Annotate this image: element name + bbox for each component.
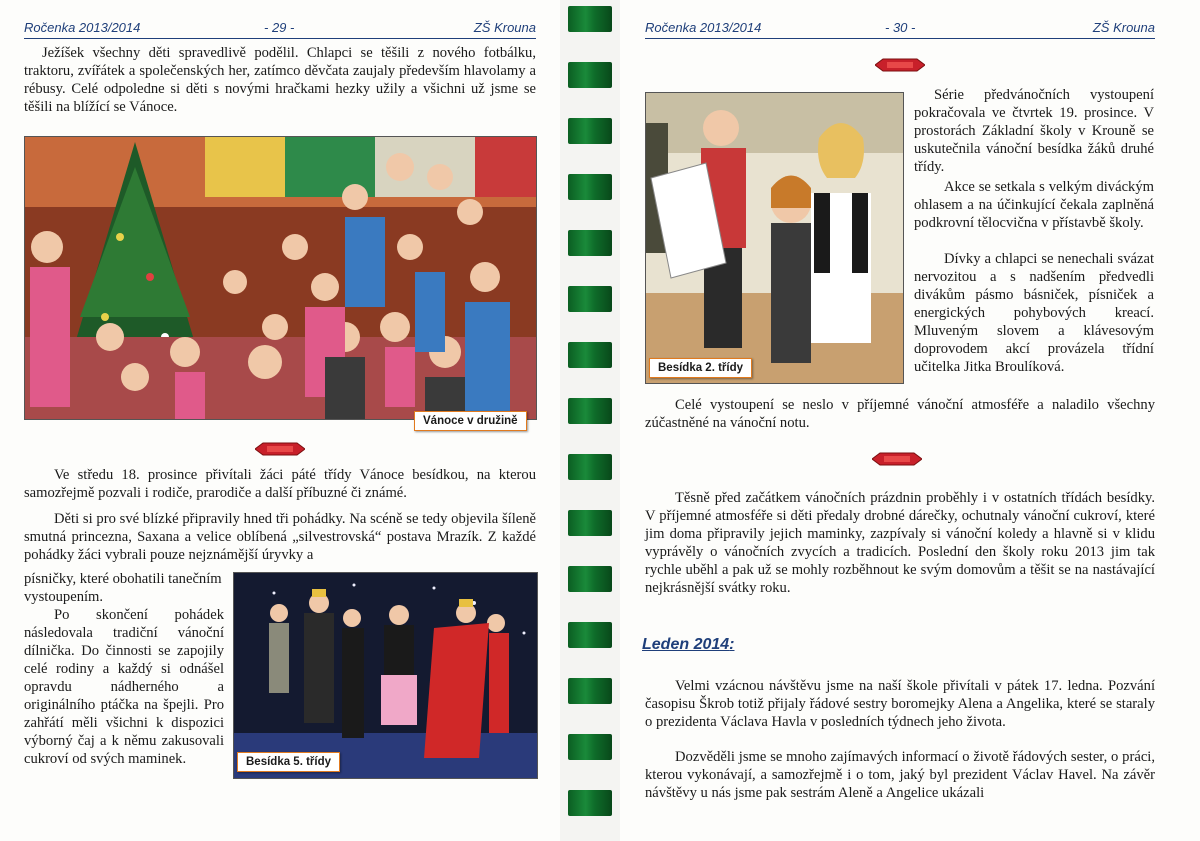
photo-christmas-group-image: [25, 137, 536, 419]
photo-2nd-grade-show: [645, 92, 904, 384]
binding-ring: [568, 6, 612, 32]
paragraph: Ježíšek všechny děti spravedlivě podělil. Chlapci se těšili z nového fotbálku, traktoru, zvířátek a společenských her, zatímco děvčata zaujaly především hlavolamy a rébusy. Celé odpoledne si děti s novými hračkami hezky užily a všichni už jsme se těšili na blížící se Vánoce.: [24, 45, 536, 115]
binding-ring: [568, 510, 612, 536]
binding-ring: [568, 342, 612, 368]
ornament-divider: [255, 442, 305, 456]
ornament-divider: [875, 58, 925, 72]
binding-ring: [568, 734, 612, 760]
binding-ring: [568, 174, 612, 200]
section-heading-colon: :: [729, 636, 735, 653]
binding-ring: [568, 398, 612, 424]
paragraph: Po skončení pohádek následovala tradiční vánoční dílnička. Do činnosti se zapojily celé rodiny a každý si odnášel opravdu nádherného a originálního ptáčka na špejli. Pro zahřátí měli všichni k dispozici výborný čaj a k němu zakusovali cukroví od svých maminek.: [24, 607, 224, 767]
yearbook-title: Ročenka 2013/2014: [645, 20, 762, 35]
paragraph: Celé vystoupení se neslo v příjemné vánoční atmosféře a naladilo všechny zúčastněné na vánoční notu.: [645, 397, 1155, 431]
page-number: - 30 -: [885, 20, 916, 35]
paragraph: písničky, které obohatili tanečním vystoupením.: [24, 571, 222, 605]
binding-ring: [568, 62, 612, 88]
photo-2nd-grade-show-image: [646, 93, 903, 383]
section-heading: [642, 636, 734, 654]
binding-ring: [568, 678, 612, 704]
right-page-header: [645, 16, 1155, 39]
school-name: ZŠ Krouna: [473, 20, 536, 35]
paragraph: Ve středu 18. prosince přivítali žáci páté třídy Vánoce besídkou, na kterou samozřejmě pozvali i rodiče, prarodiče a další příbuzné či známé.: [24, 467, 536, 501]
binding-ring: [568, 118, 612, 144]
binding-ring: [568, 790, 612, 816]
binding-ring: [568, 286, 612, 312]
photo-caption: Vánoce v družině: [414, 411, 527, 431]
yearbook-title: Ročenka 2013/2014: [24, 20, 141, 35]
binding-ring: [568, 454, 612, 480]
paragraph: Dívky a chlapci se nenechali svázat nervozitou a s nadšením předvedli divákům pásmo básniček, písniček a energických pohybových kreací. Mluveným slovem a klávesovým doprovodem akcí provázela třídní učitelka Jitka Broulíková.: [914, 251, 1154, 375]
photo-5th-grade-show-image: [234, 573, 537, 778]
page-number: - 29 -: [264, 20, 295, 35]
ornament-divider: [872, 452, 922, 466]
photo-christmas-group: [24, 136, 537, 420]
paragraph: Těsně před začátkem vánočních prázdnin proběhly i v ostatních třídách besídky. V příjemné atmosféře si děti předaly drobné dárečky, ochutnaly vánoční cukroví, které jim doma připravily jejich maminky, zazpívaly si vánoční koledy a hlavně si v klidu vyprávěly o vánočních zvycích a tradicích. Poslední den školy roku 2013 jim tak rychle uběhl a pak už se mohly rozběhnout ke svým domovům a těšit se na nastávající nejkrásnější svátky roku.: [645, 490, 1155, 596]
photo-caption: Besídka 2. třídy: [649, 358, 752, 378]
section-heading-text: Leden 2014: [642, 636, 730, 653]
photo-caption: Besídka 5. třídy: [237, 752, 340, 772]
binding-ring: [568, 622, 612, 648]
binding-ring: [568, 230, 612, 256]
paragraph: Děti si pro své blízké připravily hned tři pohádky. Na scéně se tedy objevila šíleně smutná princezna, Saxana a velice oblíbená „silvestrovská“ postava Mrazík. Z každé pohádky žáci vybrali pouze nejznámější úryvky a: [24, 511, 536, 563]
school-name: ZŠ Krouna: [1092, 20, 1155, 35]
paragraph: Velmi vzácnou návštěvu jsme na naší škole přivítali v pátek 17. ledna. Pozvání časopisu Škrob totiž přijaly řádové sestry boromejky Alena a Angelika, které se staraly o prezidenta Václava Havla v posledních týdnech jeho života.: [645, 678, 1155, 730]
photo-5th-grade-show: [233, 572, 538, 779]
left-page: [0, 0, 560, 841]
binding-ring: [568, 566, 612, 592]
paragraph: Dozvěděli jsme se mnoho zajímavých informací o životě řádových sester, o práci, kterou vykonávají, a samozřejmě i o tom, jaký byl prezident Václav Havel. Na závěr návštěvy u nás jsme pak sestrám Aleně a Angelice ukázali: [645, 749, 1155, 801]
right-page: [620, 0, 1200, 841]
paragraph: Série předvánočních vystoupení pokračovala ve čtvrtek 19. prosince. V prostorách Základní školy v Krouně se uskutečnila vánoční besídka žáků druhé třídy.: [914, 87, 1154, 175]
left-page-header: [24, 16, 536, 39]
paragraph: Akce se setkala s velkým diváckým ohlasem a na účinkující čekala zaplněná podkrovní tělocvična v přístavbě školy.: [914, 179, 1154, 231]
